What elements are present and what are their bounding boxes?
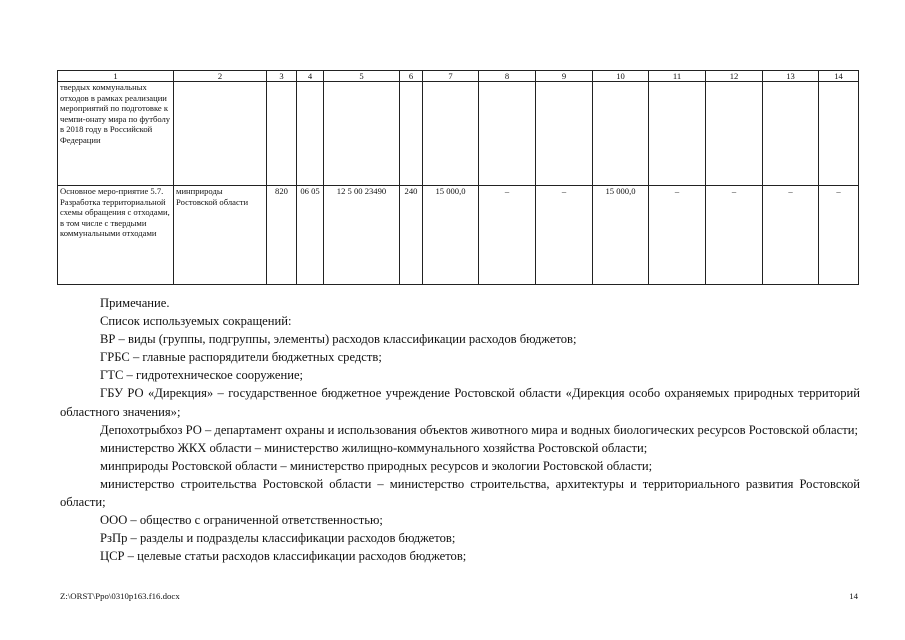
header-cell: 6: [400, 71, 423, 82]
abbreviation-item: ГТС – гидротехническое сооружение;: [100, 368, 304, 383]
row2-vr-cell: 240: [400, 186, 423, 285]
empty-cell: [479, 82, 536, 186]
empty-cell: [400, 82, 423, 186]
abbreviation-item: ООО – общество с ограниченной ответственностью;: [100, 513, 383, 528]
abbreviation-item: Депохотрыбхоз РО – департамент охраны и использования объектов животного мира и водных биологических ресурсов Ростовской области;: [100, 422, 858, 437]
abbreviation-item: ГБУ РО «Дирекция» – государственное бюджетное учреждение Ростовской области «Дирекция особо охраняемых природных территорий областного значения»;: [60, 386, 860, 419]
footer-filename: Z:\ORST\Ppo\0310p163.f16.docx: [60, 591, 180, 601]
table-row: [58, 82, 859, 186]
header-cell: 9: [536, 71, 593, 82]
abbreviations-notes: [60, 294, 860, 565]
row2-value-cell: –: [536, 186, 593, 285]
row2-rzpr-cell: 06 05: [297, 186, 324, 285]
abbreviation-item: министерство строительства Ростовской области – министерство строительства, архитектуры и территориального развития Ростовской области;: [60, 476, 860, 510]
row2-value-cell: 15 000,0: [593, 186, 649, 285]
table-row: [58, 186, 859, 285]
header-cell: 8: [479, 71, 536, 82]
row2-value-cell: –: [819, 186, 859, 285]
row2-total-cell: 15 000,0: [423, 186, 479, 285]
empty-cell: [267, 82, 297, 186]
row2-executor-cell: минприроды Ростовской области: [174, 186, 267, 285]
abbreviation-item: министерство ЖКХ области – министерство жилищно-коммунального хозяйства Ростовской области;: [100, 440, 648, 455]
header-cell: 10: [593, 71, 649, 82]
budget-table: [57, 70, 859, 285]
row2-value-cell: –: [706, 186, 763, 285]
row2-value-cell: –: [649, 186, 706, 285]
header-cell: 14: [819, 71, 859, 82]
empty-cell: [593, 82, 649, 186]
note-heading: Примечание.: [100, 296, 170, 310]
row1-description-cell: твердых коммунальных отходов в рамках реализации мероприятий по подготовке к чемпи-онату мира по футболу в 2018 году в Российской Федерации: [58, 82, 174, 186]
abbreviation-item: ГРБС – главные распорядители бюджетных средств;: [100, 350, 382, 365]
empty-cell: [423, 82, 479, 186]
abbreviations-heading: Список используемых сокращений:: [100, 314, 292, 329]
empty-cell: [649, 82, 706, 186]
empty-cell: [297, 82, 324, 186]
empty-cell: [536, 82, 593, 186]
header-cell: 12: [706, 71, 763, 82]
header-cell: 13: [763, 71, 819, 82]
row2-value-cell: –: [763, 186, 819, 285]
header-cell: 1: [58, 71, 174, 82]
empty-cell: [174, 82, 267, 186]
header-cell: 2: [174, 71, 267, 82]
abbreviation-item: ЦСР – целевые статьи расходов классификации расходов бюджетов;: [100, 549, 467, 564]
row2-grbs-cell: 820: [267, 186, 297, 285]
header-cell: 5: [324, 71, 400, 82]
abbreviation-item: минприроды Ростовской области – министерство природных ресурсов и экологии Ростовской области;: [100, 458, 653, 473]
row2-csr-cell: 12 5 00 23490: [324, 186, 400, 285]
empty-cell: [819, 82, 859, 186]
header-cell: 3: [267, 71, 297, 82]
header-cell: 11: [649, 71, 706, 82]
header-cell: 4: [297, 71, 324, 82]
row2-value-cell: –: [479, 186, 536, 285]
abbreviation-item: РзПр – разделы и подразделы классификации расходов бюджетов;: [100, 531, 456, 546]
row2-description-cell: Основное меро-приятие 5.7. Разработка территориальной схемы обращения с отходами, в том числе с твердыми коммунальными отходами: [58, 186, 174, 285]
table-header-row: [58, 71, 859, 82]
empty-cell: [763, 82, 819, 186]
empty-cell: [324, 82, 400, 186]
header-cell: 7: [423, 71, 479, 82]
page-number: 14: [849, 591, 858, 601]
empty-cell: [706, 82, 763, 186]
abbreviation-item: ВР – виды (группы, подгруппы, элементы) расходов классификации расходов бюджетов;: [100, 332, 577, 347]
